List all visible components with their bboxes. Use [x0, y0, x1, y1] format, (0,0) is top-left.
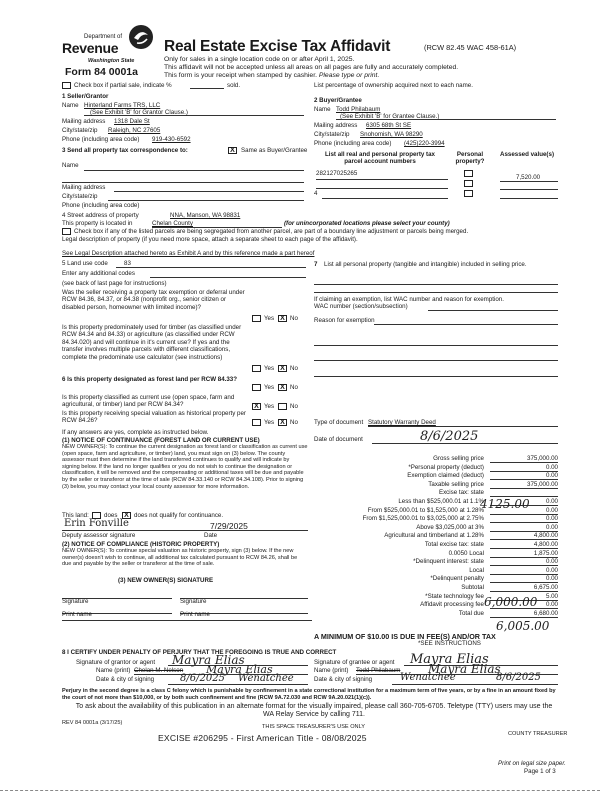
doc-date[interactable]: 8/6/2025 — [420, 429, 479, 444]
street-address[interactable]: NNA, Manson, WA 98831 — [170, 212, 241, 219]
grantor-date-label: Date & city of signing — [96, 676, 155, 683]
parcel-1-assessed[interactable]: 7,520.00 — [516, 174, 541, 181]
seller-mail-label: Mailing address — [62, 118, 106, 125]
tax-row-value[interactable]: 5.00 — [545, 592, 558, 600]
grantor-name-struck: Chelan M. Nelson — [134, 667, 184, 674]
forest-question: 6 Is this property designated as forest land per RCW 84.33? — [62, 376, 238, 383]
timber-question-text: Is this property predominately used for timber (as classified under RCW 84.34 and 84.33) or agriculture (as classified under RCW 84.34.020) and will continue in it's current use? If yes and the transfer involves multiple parcels with different classifications, complete the predominate use calculator (see instructions) — [62, 324, 242, 361]
corr-city-label: City/state/zip — [62, 193, 98, 200]
timber-no-label: No — [290, 365, 298, 372]
tax-row-label: Excise tax: state — [438, 489, 484, 497]
grantee-name-struck: Todd Philabaum — [356, 667, 401, 674]
tax-row-value[interactable]: 6,680.00 — [533, 609, 558, 617]
tax-row-label: Local — [469, 566, 484, 574]
land-use-code[interactable]: 83 — [124, 260, 131, 267]
doc-date-line — [372, 443, 558, 444]
tax-row-label: Total due — [458, 609, 484, 617]
partial-sale-label: Check box if partial sale, indicate % — [74, 82, 172, 89]
doc-type-label: Type of document — [314, 419, 364, 426]
land-use-label: 5 Land use code — [62, 260, 108, 267]
form-number: Form 84 0001a — [65, 66, 138, 78]
buyer-city-label: City/state/zip — [314, 131, 350, 138]
tax-row-value[interactable]: 4,800.00 — [533, 532, 558, 540]
reason-label: Reason for exemption — [314, 317, 375, 324]
page-title: Real Estate Excise Tax Affidavit — [164, 38, 391, 55]
this-land-label: This land: — [62, 512, 89, 519]
page-number: Page 1 of 3 — [524, 768, 556, 775]
parcel-row-4: 4 — [314, 190, 318, 197]
tax-row-line — [490, 488, 558, 489]
section3-heading: 3 Send all property tax correspondence to: — [62, 147, 188, 154]
continuance-body: NEW OWNER(S): To continue the current designation as forest land or classification as current use (open space, farm and agriculture, or timber) land, you must sign on (3) below. The county assessor must then determine if the land transferred continues to qualify and will indicate by signing below. If the land no longer qualifies or you do not wish to continue the designation or classification, it will be removed and the compensating or additional taxes will be due and payable by the seller or transferor at the time of sale (RCW 84.33.140 or RCW 84.34.108). Prior to signing (3) below, you may contact your local county assessor for more information. — [62, 444, 308, 490]
tax-row-line — [490, 617, 558, 618]
tax-row-label: Total excise tax: state — [424, 541, 484, 548]
personal-property-line-1[interactable] — [314, 284, 558, 285]
tax-row-value[interactable]: 4,800.00 — [533, 541, 558, 548]
owner-sig-label-1: Signature — [62, 598, 89, 605]
tax-row-value[interactable]: 375,000.00 — [527, 455, 558, 462]
tax-row-value[interactable]: 0.00 — [545, 506, 558, 514]
parcel-1-personal-checkbox[interactable] — [464, 170, 473, 177]
owner-print-label-2: Print name — [180, 611, 210, 618]
notice-receipt-text: This form is your receipt when stamped by cashier. — [164, 72, 317, 79]
dept-name: Revenue — [62, 40, 119, 56]
tax-row-value[interactable]: 0.00 — [545, 463, 558, 471]
buyer-heading: 2 Buyer/Grantee — [314, 97, 362, 104]
timber-no-checkbox[interactable]: X — [278, 365, 287, 372]
partial-sale-checkbox[interactable] — [62, 82, 71, 89]
county-prefix: This property is located in — [62, 220, 133, 227]
section7-number: 7 — [314, 261, 318, 268]
buyer-name-note: (See Exhibit 'B' for Grantee Clause.) — [340, 113, 440, 120]
parcel-line-2 — [316, 188, 448, 189]
grantee-sig-label: Signature of grantee or agent — [314, 659, 395, 666]
tax-row-value[interactable]: 0.00 — [545, 601, 558, 609]
buyer-name-line — [336, 119, 556, 120]
parcel-3-personal-checkbox[interactable] — [464, 190, 473, 197]
seller-phone[interactable]: 919-430-6592 — [152, 136, 191, 143]
tax-row-value[interactable]: 0.00 — [545, 558, 558, 566]
ownership-label: List percentage of ownership acquired next to each name. — [314, 82, 473, 89]
seller-heading: 1 Seller/Grantor — [62, 93, 109, 100]
notice-single-location: Only for sales in a single location code on or after April 1, 2025. — [164, 56, 355, 63]
footer-dash-rule — [0, 790, 600, 791]
county-treasurer: COUNTY TREASURER — [508, 731, 568, 737]
deputy-label: Deputy assessor signature — [62, 532, 136, 539]
grantee-date: 8/6/2025 — [496, 672, 541, 683]
same-as-buyer-checkbox[interactable]: X — [228, 147, 237, 154]
open-space-yes-checkbox[interactable]: X — [252, 403, 261, 410]
exemption-label: If claiming an exemption, list WAC number and reason for exemption. — [314, 296, 504, 303]
segregated-label: Check box if any of the listed parcels are being segregated from another parcel, are part of a boundary line adjustment or parcels being merged. — [74, 228, 469, 235]
tax-row-value[interactable]: 0.00 — [545, 575, 558, 583]
tax-row-label: Affidavit processing fee — [420, 601, 484, 609]
grantee-date-line[interactable] — [392, 684, 558, 685]
timber-yes-label: Yes — [264, 365, 275, 372]
reason-line-3[interactable] — [314, 360, 558, 361]
tax-row-value[interactable]: 0.00 — [545, 515, 558, 523]
exempt-yes-checkbox[interactable] — [252, 315, 261, 322]
corr-mail-line[interactable] — [114, 191, 304, 192]
forest-yes-label: Yes — [264, 384, 275, 391]
sold-label: sold. — [227, 82, 241, 89]
corr-blank-line — [62, 182, 304, 183]
tax-row-value[interactable]: 375,000.00 — [527, 480, 558, 488]
unincorp-note: (for unincorporated locations please select your county) — [284, 220, 450, 227]
historic-no-label: No — [290, 419, 298, 426]
additional-codes-label: Enter any additional codes — [62, 270, 135, 277]
legal-paper-note: Print on legal size paper. — [498, 760, 566, 767]
parcel-line-3 — [322, 198, 448, 199]
alternate-format-notice: To ask about the availability of this publication in an alternate format for the visually impaired, please call 360-705-6705. Teletype (TTY) users may use the WA Relay Service by calling 711. — [75, 703, 553, 719]
notice-receipt — [164, 72, 379, 79]
tax-row-label: Subtotal — [461, 584, 484, 591]
reason-line-2[interactable] — [314, 345, 558, 346]
land-does-not-checkbox[interactable]: X — [122, 512, 131, 519]
tax-row-value[interactable]: 0.00 — [545, 472, 558, 480]
parcels-personal-label: Personal property? — [455, 151, 485, 166]
grantee-name-label: Name (print) — [314, 667, 349, 674]
parcel-assessed-line-3 — [500, 198, 558, 199]
if-yes-label: If any answers are yes, complete as instructed below. — [62, 429, 209, 436]
tax-row-value[interactable]: 0.00 — [545, 566, 558, 574]
historic-body: NEW OWNER(S): To continue special valuation as historic property, sign (3) below. If the new owner(s) doesn't wish to continue, all additional tax calculated pursuant to RCW 84.26, shall be due and payable by the seller or transferor at the time of sale. — [62, 548, 298, 568]
new-owner-heading: (3) NEW OWNER(S) SIGNATURE — [118, 577, 214, 584]
wac-line[interactable] — [428, 310, 558, 311]
land-does-not-label: does not qualify for continuance. — [134, 512, 224, 519]
same-as-buyer-label: Same as Buyer/Grantee — [241, 147, 308, 154]
historic-question: Is this property receiving special valuation as historical property per RCW 84.26? — [62, 410, 246, 425]
buyer-phone[interactable]: (425)220-3994 — [404, 140, 445, 147]
land-use-line — [116, 267, 306, 268]
seller-mail[interactable]: 1318 Dale St — [114, 118, 150, 125]
buyer-mail[interactable]: 6305 68th St SE — [366, 122, 412, 129]
assessor-date: 7/29/2025 — [210, 521, 248, 531]
hand-state-tax: 4125.00 — [480, 497, 530, 511]
see-back-label: (see back of last page for instructions) — [62, 280, 167, 287]
exempt-question: Was the seller receiving a property tax exemption or deferral under RCW 84.36, 84.37, or 84.38 (nonprofit org., senior citizen or disabled person, homeowner with limited income)? — [62, 289, 245, 311]
forest-no-checkbox[interactable]: X — [278, 384, 287, 391]
tax-row-label: Less than $525,000.01 at 1.1% — [398, 498, 484, 505]
historic-no-checkbox[interactable]: X — [278, 419, 287, 426]
dept-state: Washington State — [88, 58, 135, 64]
seller-city[interactable]: Raleigh, NC 27605 — [108, 127, 161, 134]
rev-number: REV 84 0001a (3/17/25) — [62, 720, 123, 726]
tax-row-label: From $1,525,000.01 to $3,025,000 at 2.75% — [362, 515, 484, 523]
personal-property-line-2[interactable] — [314, 292, 558, 293]
buyer-mail-label: Mailing address — [314, 122, 358, 129]
timber-yes-checkbox[interactable] — [252, 365, 261, 372]
wac-label: WAC number (section/subsection) — [314, 303, 408, 310]
personal-property-label: List all personal property (tangible and intangible) included in selling price. — [324, 261, 527, 268]
open-space-yes-label: Yes — [264, 403, 275, 410]
grantee-date-label: Date & city of signing — [314, 676, 373, 683]
owner-print-label-1: Print name — [62, 611, 92, 618]
buyer-city[interactable]: Snohomish, WA 98290 — [360, 131, 423, 138]
corr-mail-label: Mailing address — [62, 184, 106, 191]
owner-sig-label-2: Signature — [180, 598, 207, 605]
land-does-label: does — [104, 512, 118, 519]
exempt-yes-label: Yes — [264, 315, 275, 322]
section8-top-rule — [62, 620, 312, 621]
tax-row-label: *Personal property (deduct) — [408, 463, 484, 471]
grantor-name-label: Name (print) — [96, 667, 131, 674]
exempt-no-checkbox[interactable]: X — [278, 315, 287, 322]
see-instructions: *SEE INSTRUCTIONS — [418, 640, 481, 647]
buyer-phone-label: Phone (including area code) — [314, 140, 392, 147]
assessor-date-label: Date — [204, 532, 218, 539]
tax-row-label: Taxable selling price — [428, 480, 484, 488]
doc-type-line — [368, 426, 558, 427]
open-space-no-checkbox[interactable] — [278, 403, 287, 410]
corr-name-line[interactable] — [84, 170, 304, 171]
assessor-signature: Erin Fonville — [64, 518, 129, 529]
tax-row-label: Above $3,025,000 at 3% — [416, 523, 484, 531]
additional-codes-line[interactable] — [150, 277, 306, 278]
reason-line-1[interactable] — [374, 324, 558, 325]
title-rcw: (RCW 82.45 WAC 458-61A) — [424, 43, 517, 52]
seller-name[interactable]: Hinterland Farms TRS, LLC — [84, 102, 161, 109]
dept-seal-icon — [128, 24, 154, 50]
exempt-no-label: No — [290, 315, 298, 322]
notice-type-print: Please type or print. — [318, 72, 380, 79]
historic-yes-label: Yes — [264, 419, 275, 426]
legal-description-ref[interactable]: See Legal Description attached hereto as Exhibit A and by this reference made a part hereof — [62, 250, 315, 257]
parcels-heading: List all real and personal property tax parcel account numbers — [324, 151, 436, 166]
buyer-name[interactable]: Todd Philabaum — [336, 106, 381, 113]
tax-row-value[interactable]: 0.00 — [545, 523, 558, 531]
section8-heading: 8 I CERTIFY UNDER PENALTY OF PERJURY THAT THE FOREGOING IS TRUE AND CORRECT — [62, 649, 337, 656]
grantee-signature: Mayra Elias — [410, 652, 489, 667]
corr-name-label: Name — [62, 162, 79, 169]
grantor-city: Wenatchee — [238, 673, 294, 684]
tax-row-label: Agricultural and timberland at 1.28% — [384, 532, 484, 540]
grantor-date-line[interactable] — [168, 684, 308, 685]
corr-phone-label: Phone (including area code) — [62, 202, 140, 209]
parcel-2-personal-checkbox[interactable] — [464, 180, 473, 187]
historic-yes-checkbox[interactable] — [252, 419, 261, 426]
tax-row-label: *Delinquent interest: state — [413, 558, 484, 566]
segregated-checkbox[interactable] — [62, 228, 71, 235]
parcels-assessed-label: Assessed value(s) — [500, 151, 554, 158]
seller-name-label: Name — [62, 102, 79, 109]
treasurer-only: THIS SPACE TREASURER'S USE ONLY — [262, 724, 366, 730]
tax-row-label: *Delinquent penalty — [430, 575, 484, 583]
parcel-number-1[interactable]: 282127025265 — [316, 170, 358, 177]
excise-stamp: EXCISE #206295 - First American Title - 08/08/2025 — [158, 733, 367, 743]
hand-subtotal: 6,000.00 — [484, 595, 538, 609]
tax-row-label: Gross selling price — [433, 455, 484, 462]
forest-yes-checkbox[interactable] — [252, 384, 261, 391]
dept-line: Department of — [84, 34, 123, 40]
perjury-notice: Perjury in the second degree is a class C felony which is punishable by confinement in a state correctional institution for a maximum term of five years, or by a fine in an amount fixed by the court of not more than $10,000, or by both such confinement and fine (RCW 9A.72.030 and RCW 9A.20.021(1)(c)). — [62, 688, 556, 701]
tax-row-label: From $525,000.01 to $1,525,000 at 1.28% — [367, 506, 484, 514]
minimum-due: A MINIMUM OF $10.00 IS DUE IN FEE(S) AND/OR TAX — [314, 632, 496, 641]
assessor-sig-line — [62, 530, 308, 531]
open-space-question: Is this property classified as current use (open space, farm and agricultural, or timber) land per RCW 84.34? — [62, 394, 235, 409]
reason-line-4[interactable] — [314, 376, 558, 377]
timber-question — [62, 324, 246, 361]
grantor-sig-label: Signature of grantor or agent — [76, 659, 156, 666]
street-label: 4 Street address of property — [62, 212, 139, 219]
tax-row-value[interactable]: 6,675.00 — [533, 584, 558, 591]
seller-phone-label: Phone (including area code) — [62, 136, 140, 143]
notice-complete: This affidavit will not be accepted unless all areas on all pages are fully and accurately completed. — [164, 64, 459, 71]
grantor-date: 8/6/2025 — [180, 673, 225, 684]
buyer-name-label: Name — [314, 106, 331, 113]
historic-heading: (2) NOTICE OF COMPLIANCE (HISTORIC PROPERTY) — [62, 541, 220, 548]
tax-row-label: 0.0050 Local — [448, 549, 484, 557]
open-space-no-label: No — [290, 403, 298, 410]
legal-description-label: Legal description of property (if you need more space, attach a separate sheet to each page of the affidavit). — [62, 236, 358, 243]
doc-date-label: Date of document — [314, 436, 363, 443]
seller-city-label: City/state/zip — [62, 127, 98, 134]
tax-row-value[interactable]: 0.00 — [545, 498, 558, 505]
grantee-name: Mayra Elias — [428, 662, 501, 676]
tax-row-value[interactable]: 1,875.00 — [533, 549, 558, 557]
tax-row-label: *State technology fee — [425, 592, 484, 600]
seller-name-note: (See Exhibit 'B' for Grantor Clause.) — [90, 109, 188, 116]
parcel-assessed-line-2 — [500, 189, 558, 190]
grantor-signature: Mayra Elias — [172, 653, 245, 667]
hand-total: 6,005.00 — [496, 619, 550, 633]
doc-type[interactable]: Statutory Warranty Deed — [368, 419, 436, 426]
county-name[interactable]: Chelan County — [152, 220, 193, 227]
tax-row-label: Exemption claimed (deduct) — [407, 472, 484, 480]
parcel-assessed-line-1 — [500, 181, 558, 182]
grantor-name: Mayra Elias — [206, 663, 273, 676]
corr-city-line[interactable] — [108, 200, 304, 201]
parcel-line-1 — [316, 179, 448, 180]
grantee-city: Wenatchee — [400, 672, 456, 683]
continuance-heading: (1) NOTICE OF CONTINUANCE (FOREST LAND OR CURRENT USE) — [62, 437, 260, 444]
partial-sale-line — [190, 88, 224, 89]
forest-no-label: No — [290, 384, 298, 391]
